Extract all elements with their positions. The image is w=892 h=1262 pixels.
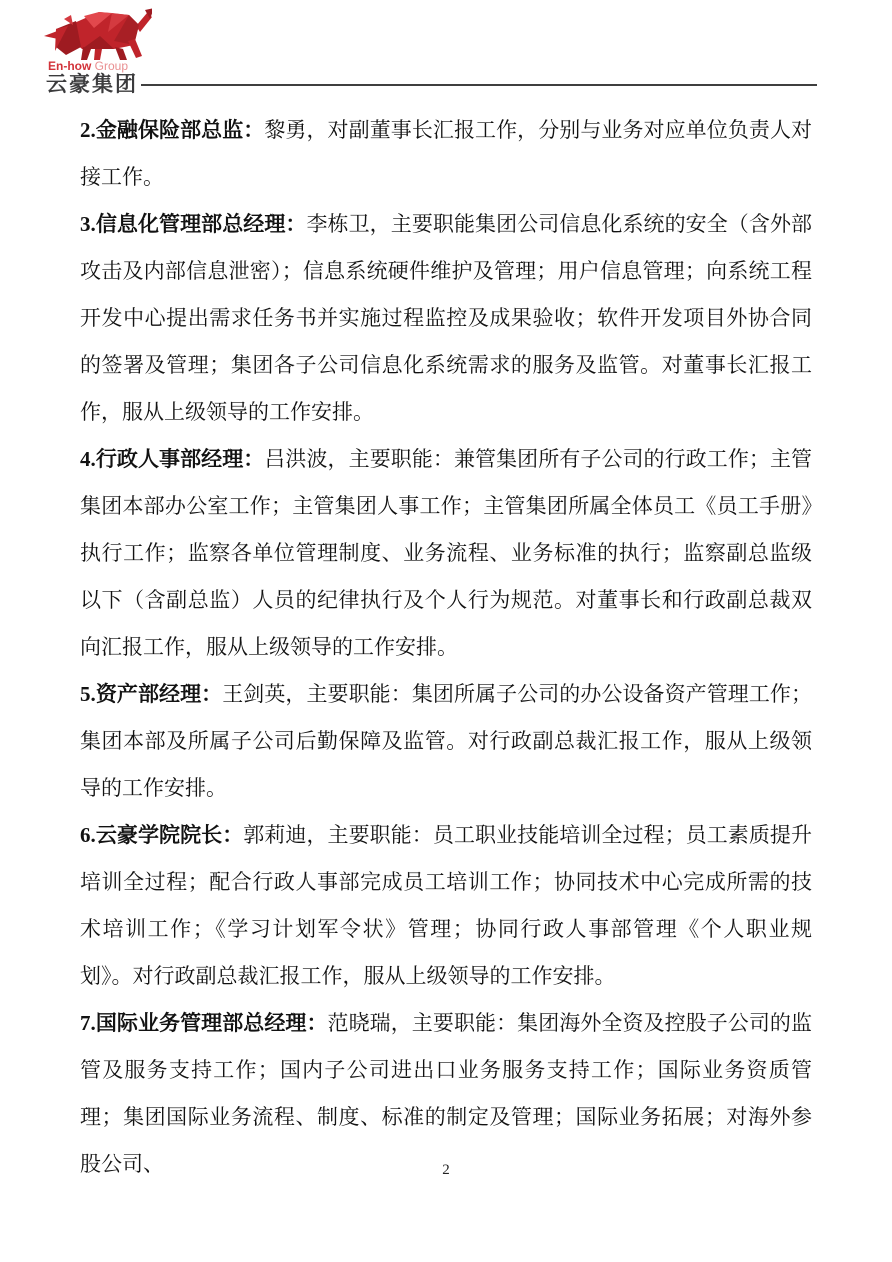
job-item-4	[80, 436, 812, 671]
job-item-3-text: 李栋卫，主要职能集团公司信息化系统的安全（含外部攻击及内部信息泄密）；信息系统硬件维护及管理；用户信息管理；向系统工程开发中心提出需求任务书并实施过程监控及成果验收；软件开发项目外协合同的签署及管理；集团各子公司信息化系统需求的服务及监管。对董事长汇报工作，服从上级领导的工作安排。	[80, 212, 813, 424]
job-item-6-title: 6.云豪学院院长：	[80, 823, 244, 847]
logo-group-name-cn: 云豪集团	[46, 73, 138, 96]
bull-logo-icon	[44, 8, 152, 60]
job-item-6	[80, 812, 812, 1000]
job-item-2-title: 2.金融保险部总监：	[80, 118, 265, 142]
job-item-4-text: 吕洪波，主要职能：兼管集团所有子公司的行政工作；主管集团本部办公室工作；主管集团人事工作；主管集团所属全体员工《员工手册》执行工作；监察各单位管理制度、业务流程、业务标准的执行；监察副总监级以下（含副总监）人员的纪律执行及个人行为规范。对董事长和行政副总裁双向汇报工作，服从上级领导的工作安排。	[80, 447, 813, 659]
header-divider	[141, 84, 817, 86]
job-item-5-text: 王剑英，主要职能：集团所属子公司的办公设备资产管理工作；集团本部及所属子公司后勤保障及监管。对行政副总裁汇报工作，服从上级领导的工作安排。	[80, 682, 813, 800]
job-item-5-title: 5.资产部经理：	[80, 682, 223, 706]
logo-group-name-en: En-how Group	[48, 59, 129, 73]
document-body	[80, 107, 812, 1188]
job-item-3-title: 3.信息化管理部总经理：	[80, 212, 307, 236]
company-logo	[44, 8, 164, 96]
job-item-2	[80, 107, 812, 201]
job-item-7-title: 7.国际业务管理部总经理：	[80, 1011, 328, 1035]
job-item-4-title: 4.行政人事部经理：	[80, 447, 265, 471]
job-item-2-text: 黎勇，对副董事长汇报工作，分别与业务对应单位负责人对接工作。	[80, 118, 813, 189]
job-item-6-text: 郭莉迪，主要职能：员工职业技能培训全过程；员工素质提升培训全过程；配合行政人事部完成员工培训工作；协同技术中心完成所需的技术培训工作；《学习计划军令状》管理；协同行政人事部管理《个人职业规划》。对行政副总裁汇报工作，服从上级领导的工作安排。	[80, 823, 812, 988]
job-item-3	[80, 201, 812, 436]
page-number: 2	[442, 1162, 450, 1178]
job-item-5	[80, 671, 812, 812]
job-item-7-text: 范晓瑞，主要职能：集团海外全资及控股子公司的监管及服务支持工作；国内子公司进出口业务服务支持工作；国际业务资质管理；集团国际业务流程、制度、标准的制定及管理；国际业务拓展；对海外参股公司、	[80, 1011, 813, 1176]
job-item-7	[80, 1000, 812, 1188]
